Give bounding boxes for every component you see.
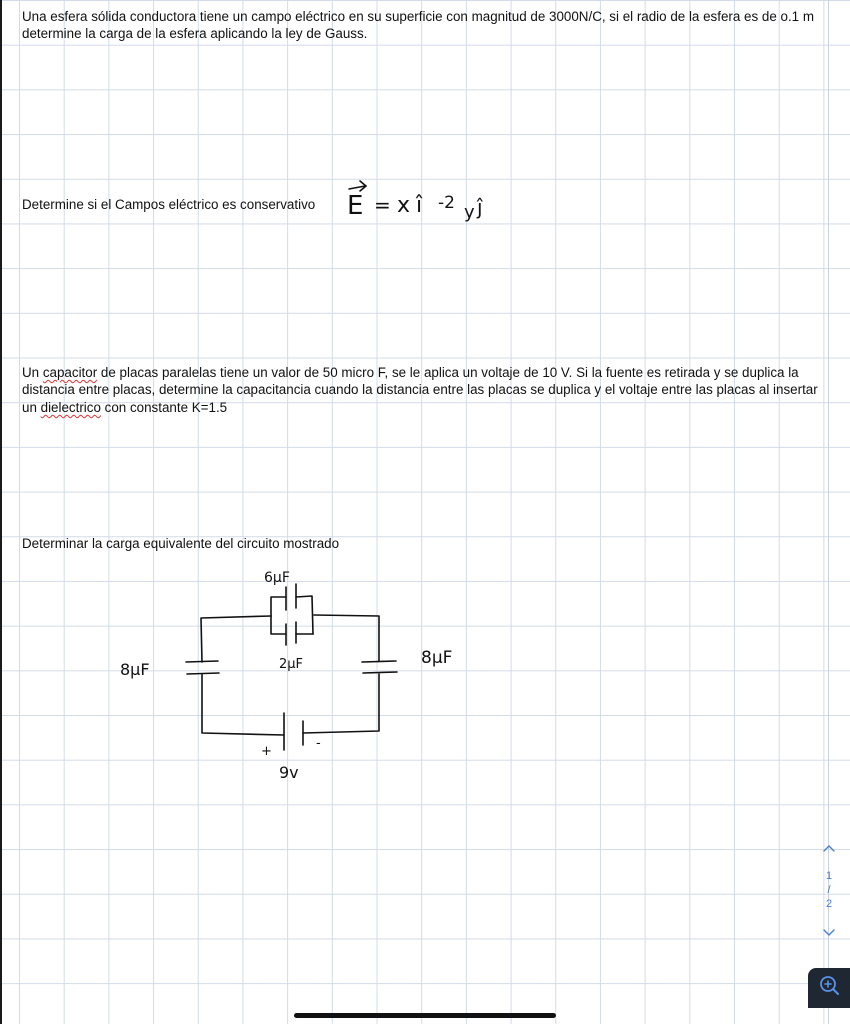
wire-bottom-right — [303, 674, 379, 733]
hw-minus-two: -2 — [438, 193, 455, 213]
wire-top-left — [201, 616, 271, 662]
spellcheck-word-dielectrico: dielectrico — [40, 399, 101, 415]
spellcheck-word-capacitor: capacitor — [42, 365, 98, 380]
handwritten-field-expression — [347, 181, 483, 223]
hw-x-term: x — [397, 193, 411, 218]
hw-e-symbol: E — [347, 191, 364, 221]
hw-j-hat: ĵ — [477, 195, 483, 219]
wire-bottom-left — [202, 674, 284, 735]
hw-vector-arrow — [349, 181, 366, 191]
question-4-text: Determinar la carga equivalente del circuito mostrado — [22, 536, 340, 551]
page-navigator — [814, 838, 844, 948]
current-page-number: 1 — [825, 870, 833, 882]
chevron-down-icon[interactable] — [822, 926, 836, 938]
hw-y-term: y — [464, 202, 475, 223]
home-indicator-bar[interactable] — [294, 1013, 556, 1018]
question-3-text-middle: de placas paralelas tiene un valor de 50 micro F, se le aplica un voltaje de 10 V. Si la fuente es retirada y se duplica la distancia entre placas, determine la capacitancia cuando la distancia entre las placas se duplica y el voltaje entre las placas al insertar un — [22, 365, 818, 415]
label-left-8uF: 8μF — [120, 660, 150, 679]
parallel-upper-right-lead — [296, 596, 313, 634]
page-separator: / — [827, 884, 831, 896]
question-3-text-end: con constante K=1.5 — [100, 399, 228, 415]
chevron-up-icon[interactable] — [822, 842, 836, 854]
battery-plus-sign: + — [261, 744, 272, 759]
zoom-in-icon — [808, 968, 850, 1008]
zoom-button[interactable] — [808, 968, 850, 1008]
label-right-8uF: 8μF — [421, 648, 453, 668]
label-6uF: 6μF — [264, 570, 290, 586]
hw-i-hat: î — [416, 193, 423, 218]
label-battery-9v: 9v — [279, 763, 299, 782]
question-1-text: Una esfera sólida conductora tiene un campo eléctrico en su superficie con magnitud de 3000N/C, si el radio de la esfera es de o.1 m determine la carga de la esfera aplicando la ley de Gauss. — [22, 9, 814, 42]
hw-equals: = — [374, 193, 391, 217]
left-capacitor-plate-bottom — [187, 673, 219, 674]
parallel-upper-left-lead — [271, 597, 286, 616]
wire-top-right — [314, 615, 379, 661]
total-page-count: 2 — [825, 898, 833, 910]
parallel-lower-left-lead — [271, 616, 286, 634]
question-2-text: Determine si el Campos eléctrico es conservativo — [22, 197, 316, 212]
right-capacitor-plate-bottom — [363, 672, 397, 673]
label-2uF: 2μF — [279, 657, 304, 672]
left-capacitor-plate-top — [186, 661, 218, 662]
question-3-text-start: Un — [22, 365, 43, 380]
battery-minus-sign: - — [316, 736, 321, 751]
